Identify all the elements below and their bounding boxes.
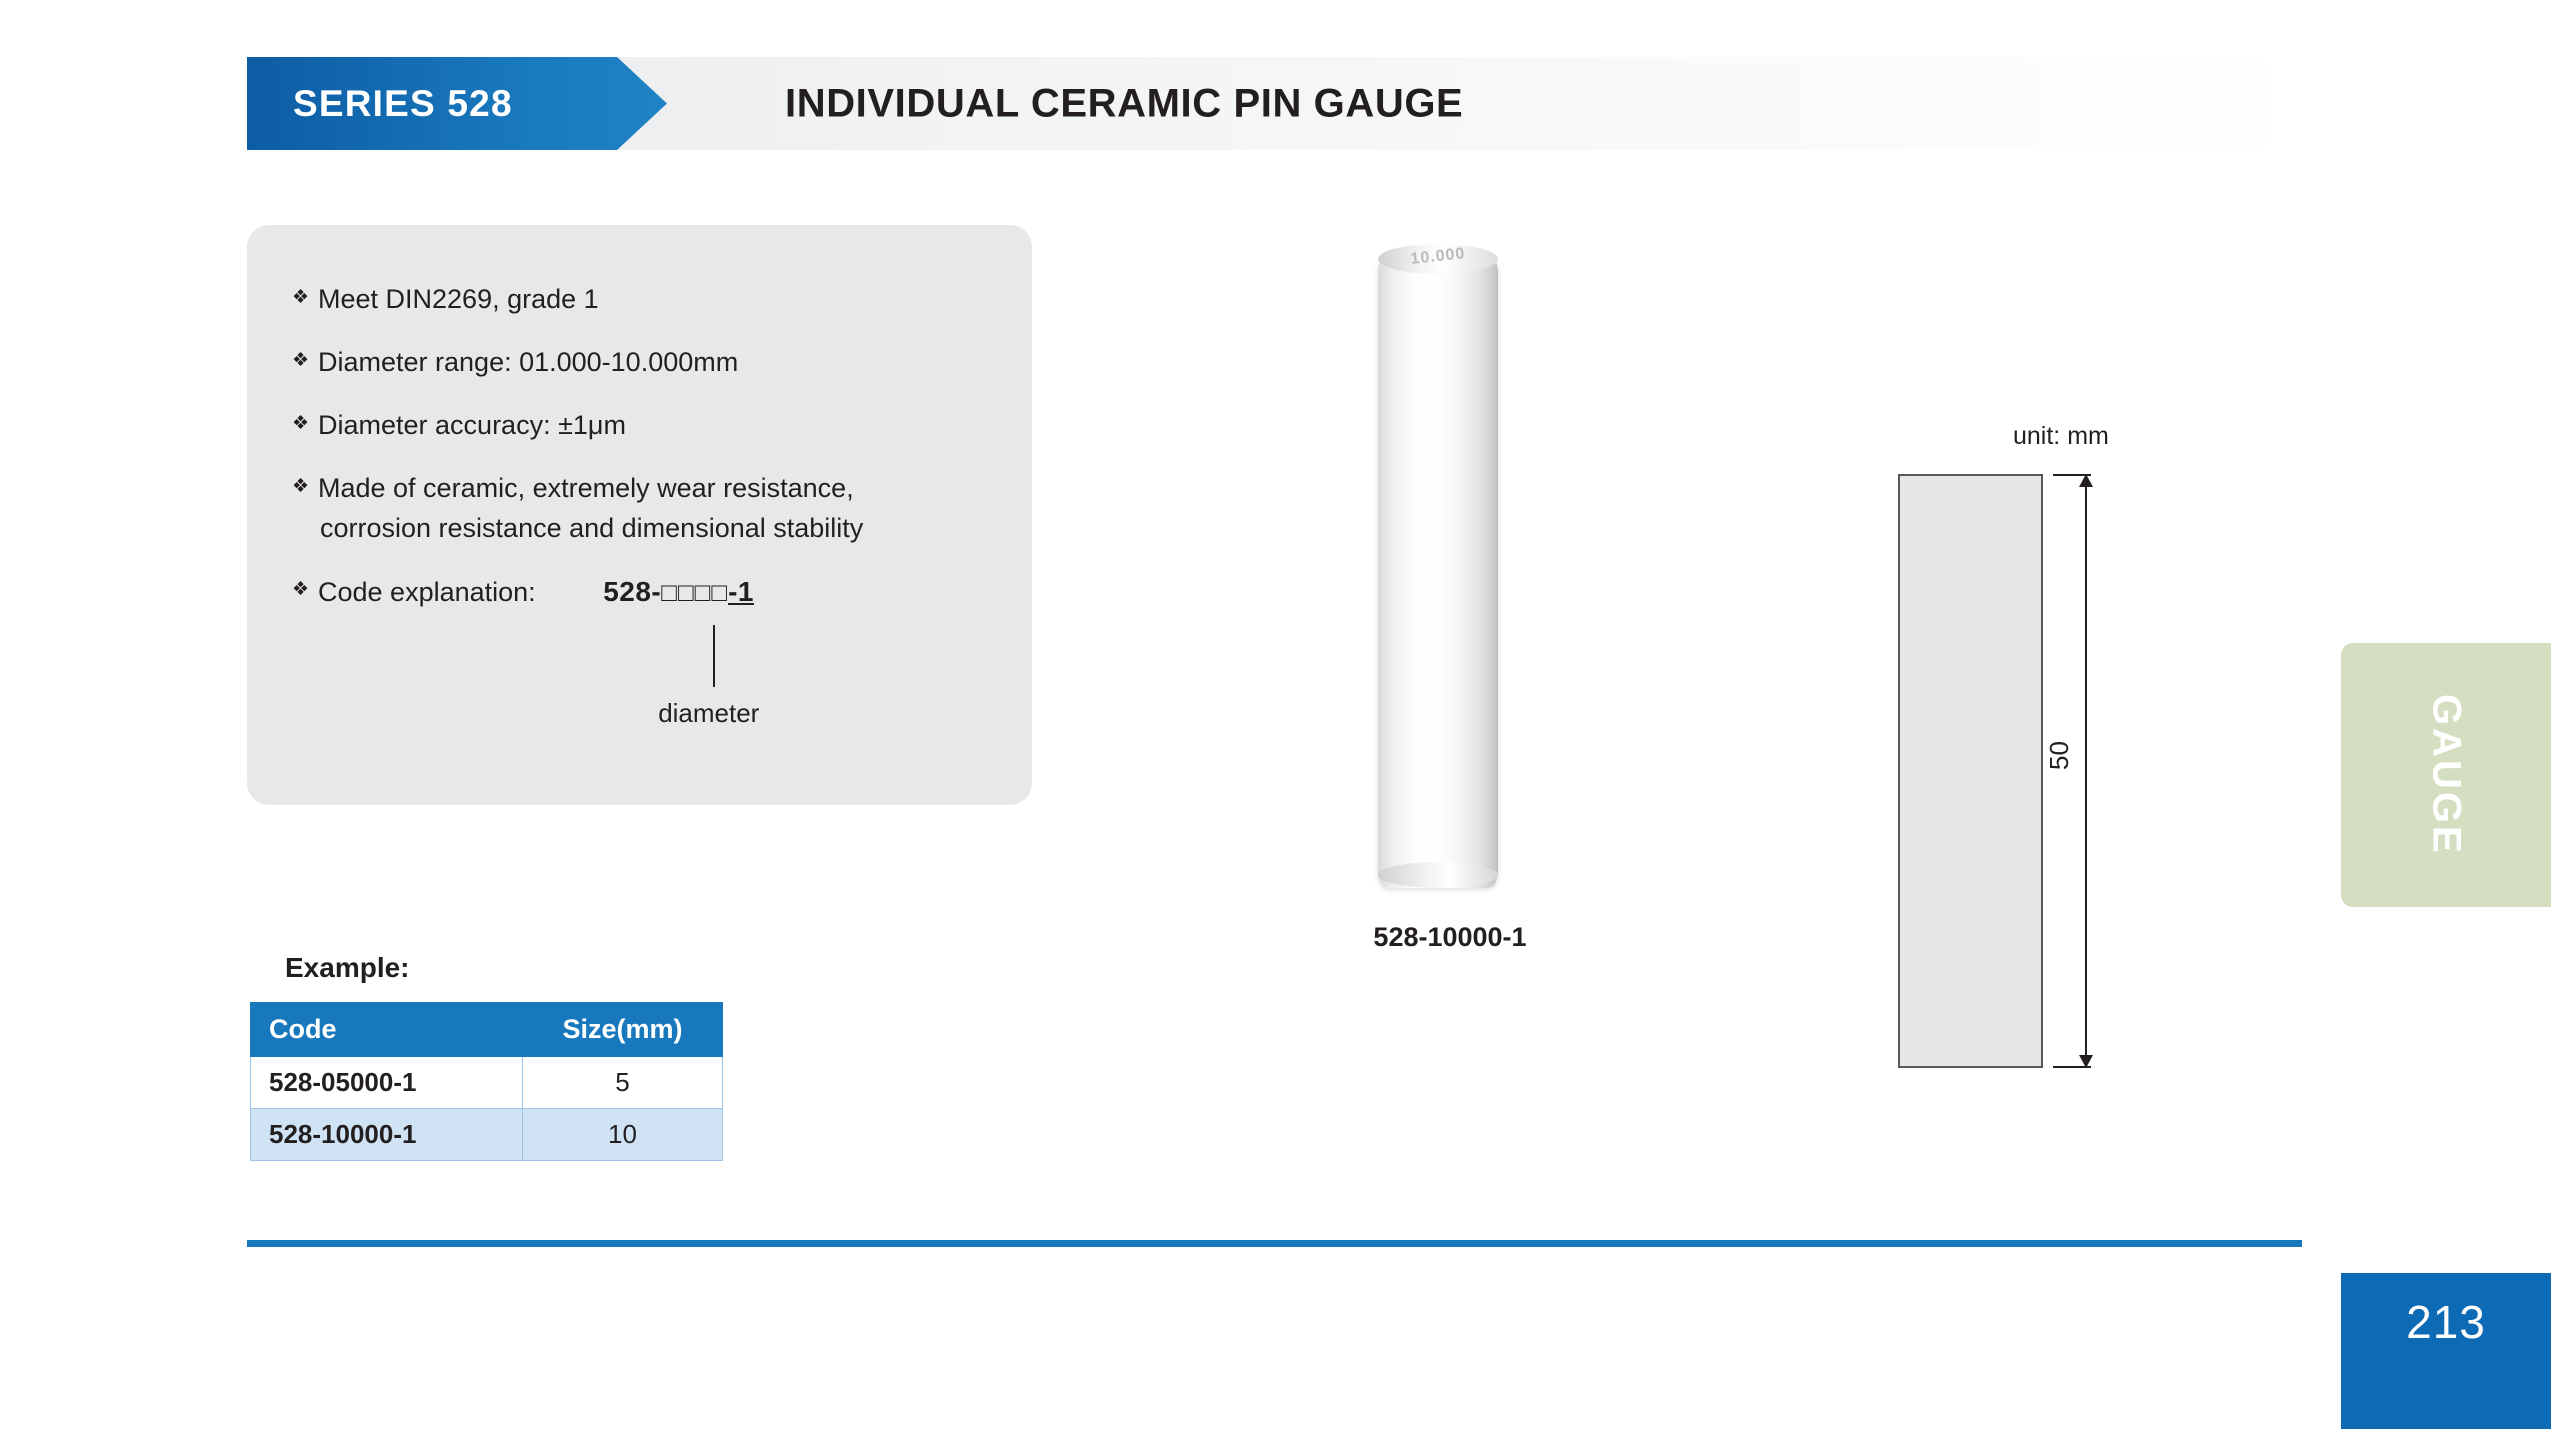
pin-gauge-body xyxy=(1378,256,1498,888)
diamond-bullet-icon: ❖ xyxy=(292,476,310,498)
list-item xyxy=(292,469,1002,547)
pin-engraving-label: 10.000 xyxy=(1409,245,1467,268)
code-formula xyxy=(603,576,754,607)
cell-size: 5 xyxy=(523,1057,723,1109)
feature-text: Meet DIN2269, grade 1 xyxy=(318,284,599,314)
column-header-size: Size(mm) xyxy=(523,1003,723,1057)
product-photo-caption: 528-10000-1 xyxy=(1373,922,1527,952)
list-item xyxy=(292,406,1002,445)
footer-divider xyxy=(247,1240,2302,1247)
feature-text: Made of ceramic, extremely wear resistance, xyxy=(318,473,854,504)
diamond-bullet-icon: ❖ xyxy=(292,350,310,372)
dimension-arrow-top-icon xyxy=(2079,474,2093,487)
page-number-box xyxy=(2341,1273,2551,1429)
diamond-bullet-icon: ❖ xyxy=(292,578,310,600)
section-side-tab xyxy=(2341,643,2551,907)
diameter-callout-label: diameter xyxy=(658,697,760,728)
code-digit-boxes: □□□□ xyxy=(661,576,729,607)
product-photo xyxy=(1378,238,1498,888)
feature-text: Code explanation: xyxy=(318,576,536,607)
series-label: SERIES 528 xyxy=(293,82,513,124)
feature-text: Diameter accuracy: ±1μm xyxy=(318,410,626,441)
leader-line xyxy=(713,625,715,687)
features-panel xyxy=(247,225,1032,805)
feature-text: Diameter range: 01.000-10.000mm xyxy=(318,347,739,378)
features-list xyxy=(292,280,1002,728)
cell-size: 10 xyxy=(523,1109,723,1161)
code-suffix: -1 xyxy=(728,575,754,607)
list-item xyxy=(292,343,1002,382)
example-table xyxy=(250,1002,723,1161)
pin-gauge-bottom-face xyxy=(1378,862,1498,888)
cell-code: 528-05000-1 xyxy=(251,1057,523,1109)
dimension-value-length: 50 xyxy=(2043,741,2074,770)
list-item xyxy=(292,572,1002,728)
feature-text-line2: corrosion resistance and dimensional stability xyxy=(320,512,864,543)
page-number: 213 xyxy=(2406,1296,2486,1348)
section-side-tab-label: GAUGE xyxy=(2424,694,2469,856)
code-prefix: 528- xyxy=(603,575,662,607)
page-title: INDIVIDUAL CERAMIC PIN GAUGE xyxy=(785,81,1464,125)
list-item xyxy=(292,280,1002,319)
example-heading: Example: xyxy=(285,952,410,983)
cell-code: 528-10000-1 xyxy=(251,1109,523,1161)
code-explanation-diagram xyxy=(543,575,760,728)
table-row xyxy=(251,1057,723,1109)
diamond-bullet-icon: ❖ xyxy=(292,287,310,308)
dimension-arrow-bottom-icon xyxy=(2079,1055,2093,1068)
unit-label: unit: mm xyxy=(2013,422,2109,450)
technical-drawing-body xyxy=(1898,474,2043,1068)
dimension-line xyxy=(2085,474,2087,1068)
page-header xyxy=(247,57,2302,150)
diamond-bullet-icon: ❖ xyxy=(292,413,310,435)
column-header-code: Code xyxy=(251,1003,523,1057)
table-header-row xyxy=(251,1003,723,1057)
table-row xyxy=(251,1109,723,1161)
